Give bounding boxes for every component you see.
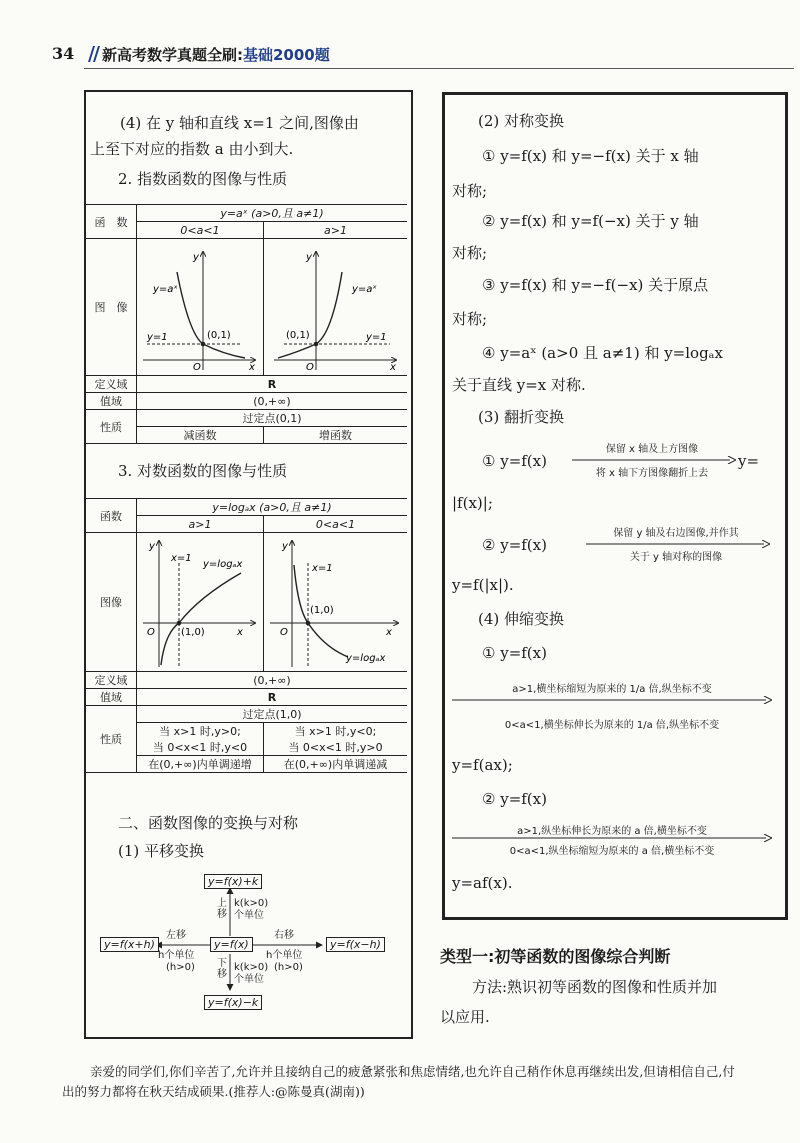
exp-prop-label: 性质 <box>86 410 137 444</box>
sym-2b: 对称; <box>452 244 488 262</box>
shift-left-h: (h>0) <box>166 962 195 973</box>
intro-line-1: (4) 在 y 轴和直线 x=1 之间,图像由 <box>120 114 359 132</box>
exp-g2-y: y <box>306 252 312 263</box>
shift-up-dir: 上移 <box>217 898 227 920</box>
log-heading: 3. 对数函数的图像与性质 <box>118 462 288 480</box>
shift-box-left: y=f(x+h) <box>100 937 159 952</box>
log-table <box>86 498 407 773</box>
scale2-arrow-icon <box>452 834 772 842</box>
log-g2-o: O <box>280 627 288 638</box>
page-number: 34 <box>52 44 75 63</box>
log-graph2-cell <box>264 533 408 672</box>
log-g1-x: x <box>237 627 243 638</box>
log-prop-common: 过定点(1,0) <box>137 706 408 723</box>
log-g1-curve-label: y=logₐx <box>203 559 243 570</box>
scale1-result: y=f(ax); <box>452 756 513 774</box>
book-title-part1: 新高考数学真题全刷: <box>102 46 243 64</box>
exp-func-value: y=aˣ (a>0,且 a≠1) <box>137 205 408 222</box>
log-graph-label: 图像 <box>86 533 137 672</box>
log-g2-line-label: x=1 <box>312 563 333 574</box>
sym-2a: ② y=f(x) 和 y=f(−x) 关于 y 轴 <box>482 212 699 230</box>
shift-down-unit: 个单位 <box>234 974 264 985</box>
exp-prop-common: 过定点(0,1) <box>137 410 408 427</box>
log-func-label: 函数 <box>86 499 137 533</box>
flip-heading: (3) 翻折变换 <box>478 408 565 426</box>
exp-prop1: 减函数 <box>137 427 264 444</box>
section2-heading: 二、函数图像的变换与对称 <box>118 814 299 832</box>
log-case1: a>1 <box>137 516 264 533</box>
exp-graph1-cell <box>137 239 264 376</box>
sym-3a: ③ y=f(x) 和 y=−f(−x) 关于原点 <box>482 276 709 294</box>
exp-g2-line-label: y=1 <box>366 332 387 343</box>
log-g1-point-label: (1,0) <box>181 627 205 638</box>
log-g2-point-label: (1,0) <box>310 605 334 616</box>
exp-g2-point-label: (0,1) <box>286 330 310 341</box>
log-func-value: y=logₐx (a>0,且 a≠1) <box>137 499 408 516</box>
log-case2: 0<a<1 <box>264 516 408 533</box>
scale1-bottom-text: 0<a<1,横坐标伸长为原来的 1/a 倍,纵坐标不变 <box>504 720 720 731</box>
shift-right-cond: h个单位 <box>266 950 303 961</box>
exp-domain-label: 定义域 <box>86 376 137 393</box>
exp-g2-x: x <box>390 362 396 372</box>
shift-up-unit: 个单位 <box>234 910 264 921</box>
shift-left-cond: h个单位 <box>158 950 195 961</box>
log-graph-increasing <box>137 533 261 671</box>
exp-g1-y: y <box>193 252 199 263</box>
exp-graph2-cell <box>264 239 408 376</box>
flip1-start: ① y=f(x) <box>482 452 547 470</box>
book-title <box>102 44 330 65</box>
scale1-top-text: a>1,横坐标缩短为原来的 1/a 倍,纵坐标不变 <box>512 684 712 695</box>
exp-g1-point-label: (0,1) <box>207 330 231 341</box>
flip1-result: |f(x)|; <box>452 494 493 512</box>
exp-graph-decreasing <box>137 242 261 372</box>
shift-box-center: y=f(x) <box>210 937 253 952</box>
log-g2-curve-label: y=logₐx <box>346 653 386 664</box>
shift-box-right: y=f(x−h) <box>326 937 385 952</box>
scale2-result: y=af(x). <box>452 874 513 892</box>
exp-g1-x: x <box>249 362 255 372</box>
flip2-bottom-text: 关于 y 轴对称的图像 <box>629 552 723 563</box>
exp-range-value: (0,+∞) <box>137 393 408 410</box>
log-p2c: 在(0,+∞)内单调递减 <box>264 756 408 773</box>
shift-box-down: y=f(x)−k <box>204 995 262 1010</box>
log-domain-value: (0,+∞) <box>137 672 408 689</box>
sym-3b: 对称; <box>452 310 488 328</box>
log-g1-y: y <box>149 541 155 552</box>
flip1-top-text: 保留 x 轴及上方图像 <box>605 444 699 455</box>
shift-box-up: y=f(x)+k <box>204 874 262 889</box>
log-prop-label: 性质 <box>86 706 137 773</box>
log-graph-decreasing <box>264 533 404 671</box>
exp-func-label: 函 数 <box>86 205 137 239</box>
log-p2a: 当 x>1 时,y<0; <box>264 723 408 740</box>
exp-domain-value: R <box>137 376 408 393</box>
sym-1a: ① y=f(x) 和 y=−f(x) 关于 x 轴 <box>482 147 699 165</box>
shift-down-dir: 下移 <box>217 958 227 980</box>
flip2-result: y=f(|x|). <box>452 576 514 594</box>
scale2-start: ② y=f(x) <box>482 790 547 808</box>
log-g2-y: y <box>282 541 288 552</box>
exp-g1-line-label: y=1 <box>147 332 168 343</box>
sym-heading: (2) 对称变换 <box>478 112 565 130</box>
exp-range-label: 值域 <box>86 393 137 410</box>
flip1-arrow-icon <box>572 456 736 464</box>
exp-g2-curve-label: y=aˣ <box>352 284 377 295</box>
book-title-part2: 基础2000题 <box>243 46 330 64</box>
exp-g2-o: O <box>306 362 314 372</box>
exp-graph-increasing <box>264 242 404 372</box>
log-g2-x: x <box>386 627 392 638</box>
shift-down-cond: k(k>0) <box>234 962 269 973</box>
flip1-end: y= <box>738 452 760 470</box>
exp-table <box>86 204 407 444</box>
exp-case2: a>1 <box>264 222 408 239</box>
sym-1b: 对称; <box>452 182 488 200</box>
footer-line-1: 亲爱的同学们,你们辛苦了,允许并且接纳自己的疲惫紧张和焦虑情绪,也允许自己稍作休息再继续出发,但请相信自己,付 <box>90 1064 735 1079</box>
log-p1a: 当 x>1 时,y>0; <box>137 723 264 740</box>
exp-g1-o: O <box>193 362 201 372</box>
log-range-value: R <box>137 689 408 706</box>
scale-heading: (4) 伸缩变换 <box>478 610 565 628</box>
footer-line-2: 出的努力都将在秋天结成硕果.(推荐人:@陈曼真(湖南)) <box>62 1084 365 1099</box>
flip2-start: ② y=f(x) <box>482 536 547 554</box>
scale2-bottom-text: 0<a<1,纵坐标缩短为原来的 a 倍,横坐标不变 <box>509 846 715 857</box>
exp-g1-curve-label: y=aˣ <box>153 284 178 295</box>
flip1-bottom-text: 将 x 轴下方图像翻折上去 <box>595 468 709 479</box>
shift-right-dir: 右移 <box>274 930 294 941</box>
header-rule <box>84 68 794 69</box>
flip2-arrow-icon <box>586 540 770 548</box>
log-domain-label: 定义域 <box>86 672 137 689</box>
scale1-arrow-icon <box>452 696 772 704</box>
exp-graph-label: 图 像 <box>86 239 137 376</box>
log-p2b: 当 0<x<1 时,y>0 <box>264 739 408 756</box>
scale2-top-text: a>1,纵坐标伸长为原来的 a 倍,横坐标不变 <box>517 826 707 837</box>
shift-left-dir: 左移 <box>166 930 186 941</box>
sym-4a: ④ y=aˣ (a>0 且 a≠1) 和 y=logₐx <box>482 344 723 362</box>
exp-prop2: 增函数 <box>264 427 408 444</box>
exp-heading: 2. 指数函数的图像与性质 <box>118 170 288 188</box>
method-line-2: 以应用. <box>440 1008 490 1026</box>
method-line-1: 方法:熟识初等函数的图像和性质并加 <box>472 978 718 996</box>
log-p1c: 在(0,+∞)内单调递增 <box>137 756 264 773</box>
log-p1b: 当 0<x<1 时,y<0 <box>137 739 264 756</box>
sym-4b: 关于直线 y=x 对称. <box>452 376 586 394</box>
shift-diagram <box>96 868 396 1018</box>
scale1-start: ① y=f(x) <box>482 644 547 662</box>
shift-up-cond: k(k>0) <box>234 898 269 909</box>
log-range-label: 值域 <box>86 689 137 706</box>
log-g1-line-label: x=1 <box>171 553 192 564</box>
intro-line-2: 上至下对应的指数 a 由小到大. <box>90 140 294 158</box>
log-g1-o: O <box>147 627 155 638</box>
shift-heading: (1) 平移变换 <box>118 842 205 860</box>
header-stripes-icon <box>84 46 100 62</box>
exp-case1: 0<a<1 <box>137 222 264 239</box>
footer-note <box>62 1062 782 1102</box>
type-heading: 类型一:初等函数的图像综合判断 <box>440 947 671 966</box>
log-graph1-cell <box>137 533 264 672</box>
flip2-top-text: 保留 y 轴及右边图像,并作其 <box>613 528 739 539</box>
shift-right-h: (h>0) <box>274 962 303 973</box>
